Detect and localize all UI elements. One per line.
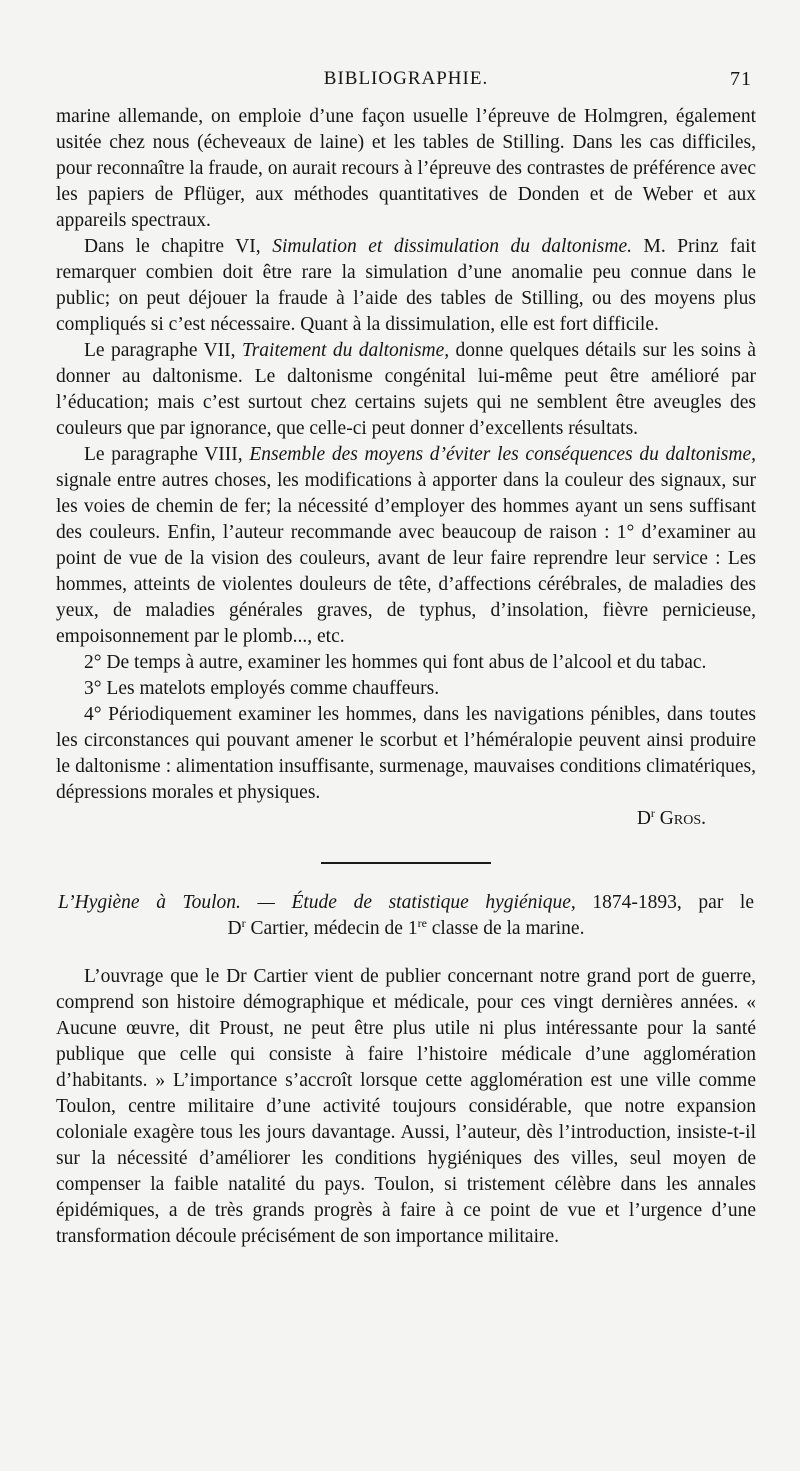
page-number: 71 bbox=[730, 68, 752, 90]
text-run: Le paragraphe VII, bbox=[84, 340, 242, 361]
paragraph-item-4: 4° Périodiquement examiner les hommes, dans les navigations pénibles, dans toutes les circonstances qui pouvant amener le scorbut et l’héméralopie peuvent ainsi produire le daltonisme : alimentation insuffisante, surmenage, mauvaises conditions climatériques, dépressions morales et physiques. bbox=[56, 704, 756, 803]
section-title-italic: Ensemble des moyens d’éviter les conséquences du daltonisme, bbox=[249, 444, 756, 465]
paragraph-traitement bbox=[56, 338, 756, 442]
sup-text: re bbox=[417, 916, 427, 930]
section-title-italic: Traitement du daltonisme, bbox=[241, 340, 450, 361]
signature-name: Gros. bbox=[659, 808, 706, 829]
text-run: classe de la marine. bbox=[426, 918, 585, 939]
section-title-italic: Simulation et dissimulation du daltonisme. bbox=[272, 236, 633, 257]
paragraph-review-body: L’ouvrage que le Dr Cartier vient de publier concernant notre grand port de guerre, comprend son histoire démographique et médicale, pour ces vingt dernières années. « Aucune œuvre, dit Proust, ne peut être plus utile ni plus intéressante pour la santé publique que celle qui consiste à faire l’histoire médicale d’une agglomération d’habitants. » L’importance s’accroît lorsque cette agglomération est une ville comme Toulon, centre militaire d’une activité toujours considérable, que notre expansion coloniale exagère tous les jours davantage. Aussi, l’auteur, dès l’introduction, insiste-t-il sur la nécessité d’améliorer les conditions hygiéniques des villes, seul moyen de compenser la faible natalité du pays. Toulon, si tristement célèbre dans les annales épidémiques, a de très grands progrès à faire à ce point de vue et l’urgence d’une transformation découle précisément de son importance militaire. bbox=[56, 966, 756, 1247]
text-run: Dans le chapitre VI, bbox=[84, 236, 273, 257]
section-divider bbox=[321, 862, 491, 864]
paragraph-simulation bbox=[56, 234, 756, 338]
text-run: Le paragraphe VIII, bbox=[84, 444, 250, 465]
text-run: signale entre autres choses, les modifications à apporter dans la couleur des signaux, sur les voies de chemin de fer; la nécessité d’employer des hommes ayant un sens suffisant des couleurs. Enfin, l’auteur recommande avec beaucoup de raison : 1° d’examiner au point de vue de la vision des couleurs, avant de leur faire reprendre leur service : Les hommes, atteints de violentes douleurs de tête, d’affections cérébrales, de maladies des yeux, de maladies générales graves, de typhus, d’insolation, fièvre pernicieuse, empoisonnement par le plomb..., etc. bbox=[56, 470, 756, 647]
review-heading bbox=[56, 890, 756, 942]
text-run: donne quelques détails sur les soins à donner au daltonisme. Le daltonisme congénital lui-même peut être amélioré par l’éducation; mais c’est surtout chez certains sujets qui ne semblent être aveugles des couleurs que par ignorance, que celle-ci peut donner d’excellents résultats. bbox=[56, 340, 756, 439]
running-head bbox=[56, 68, 756, 104]
signature-prefix: D bbox=[636, 808, 651, 829]
paragraph-ensemble bbox=[56, 442, 756, 650]
review-title-rest: 1874-1893, par le bbox=[575, 892, 754, 913]
signature bbox=[56, 806, 756, 832]
sup-text: r bbox=[241, 916, 246, 930]
paragraph-continuation: marine allemande, on emploie d’une façon usuelle l’épreuve de Holmgren, également usitée chez nous (écheveaux de laine) et les tables de Stilling. Dans les cas difficiles, pour reconnaître la fraude, on aurait recours à l’épreuve des contrastes de préférence avec les papiers de Pflüger, aux méthodes quantitatives de Donden et de Weber et aux appareils spectraux. bbox=[56, 106, 756, 231]
paragraph-item-2: 2° De temps à autre, examiner les hommes qui font abus de l’alcool et du tabac. bbox=[84, 652, 707, 673]
signature-sup: r bbox=[650, 806, 655, 820]
paragraph-item-3: 3° Les matelots employés comme chauffeurs. bbox=[84, 678, 440, 699]
review-title-italic: L’Hygiène à Toulon. — Étude de statistique hygiénique, bbox=[58, 892, 576, 913]
text-run: Cartier, médecin de 1 bbox=[245, 918, 418, 939]
text-run: D bbox=[227, 918, 242, 939]
text-run: M. Prinz fait remarquer combien doit être rare la simulation d’une anomalie peu connue dans le public; on peut déjouer la fraude à l’aide des tables de Stilling, ou des moyens plus compliqués si c’est nécessaire. Quant à la dissimulation, elle est fort difficile. bbox=[56, 236, 756, 335]
review-heading-line2 bbox=[58, 916, 754, 942]
review-heading-line1 bbox=[58, 890, 754, 916]
running-title: BIBLIOGRAPHIE. bbox=[323, 68, 489, 89]
